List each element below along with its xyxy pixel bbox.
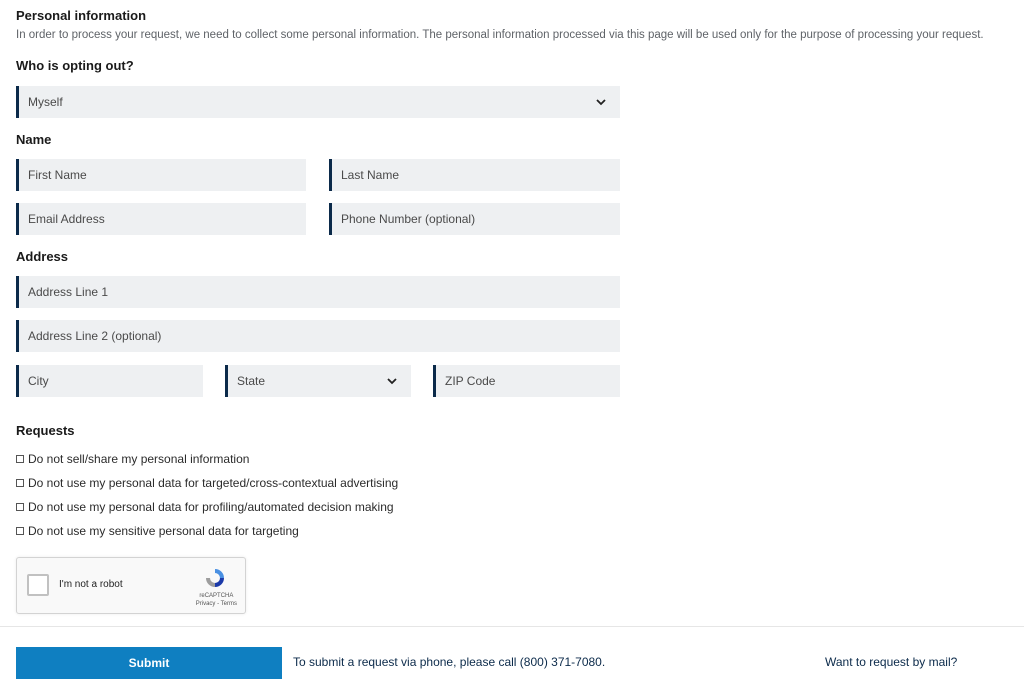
address-line2-placeholder: Address Line 2 (optional)	[28, 329, 162, 343]
city-placeholder: City	[28, 374, 49, 388]
recaptcha-branding	[196, 592, 237, 608]
request-option-sensitive-data[interactable]	[16, 524, 299, 538]
phone-request-text: To submit a request via phone, please call (800) 371-7080.	[293, 655, 606, 669]
footer-divider	[0, 626, 1024, 627]
request-option-label: Do not use my personal data for targeted/cross-contextual advertising	[28, 476, 399, 490]
zip-placeholder: ZIP Code	[445, 374, 496, 388]
address-line1-input[interactable]	[16, 276, 620, 308]
mail-request-link[interactable]: Want to request by mail?	[825, 655, 958, 669]
phone-input[interactable]	[329, 203, 620, 235]
phone-placeholder: Phone Number (optional)	[341, 212, 476, 226]
email-input[interactable]	[16, 203, 306, 235]
address-heading: Address	[16, 249, 69, 264]
checkbox[interactable]	[16, 455, 24, 463]
submit-button[interactable]: Submit	[16, 647, 282, 679]
who-opting-out-heading: Who is opting out?	[16, 58, 134, 73]
last-name-input[interactable]	[329, 159, 620, 191]
who-opting-out-select[interactable]	[16, 86, 620, 118]
request-option-label: Do not use my sensitive personal data for targeting	[28, 524, 299, 538]
state-placeholder: State	[237, 374, 266, 388]
request-option-label: Do not use my personal data for profiling/automated decision making	[28, 500, 394, 514]
recaptcha-brand: reCAPTCHA	[199, 593, 234, 599]
checkbox[interactable]	[16, 503, 24, 511]
recaptcha-checkbox[interactable]	[27, 574, 49, 596]
last-name-placeholder: Last Name	[341, 168, 400, 182]
request-option-label: Do not sell/share my personal information	[28, 452, 250, 466]
personal-info-heading: Personal information	[16, 8, 147, 23]
city-input[interactable]	[16, 365, 203, 397]
first-name-input[interactable]	[16, 159, 306, 191]
email-placeholder: Email Address	[28, 212, 105, 226]
recaptcha-links[interactable]: Privacy - Terms	[195, 601, 237, 607]
chevron-down-icon	[594, 95, 608, 109]
checkbox[interactable]	[16, 527, 24, 535]
zip-input[interactable]	[433, 365, 620, 397]
address-line2-input[interactable]	[16, 320, 620, 352]
personal-info-intro: In order to process your request, we need to collect some personal information. The personal information processed via this page will be used only for the purpose of processing your request.	[16, 29, 984, 41]
who-opting-out-value: Myself	[28, 95, 63, 109]
recaptcha-widget	[16, 557, 246, 614]
address-line1-placeholder: Address Line 1	[28, 285, 109, 299]
request-option-sell-share[interactable]	[16, 452, 249, 466]
chevron-down-icon	[385, 374, 399, 388]
first-name-placeholder: First Name	[28, 168, 87, 182]
recaptcha-label: I'm not a robot	[59, 579, 123, 590]
checkbox[interactable]	[16, 479, 24, 487]
request-option-profiling[interactable]	[16, 500, 394, 514]
requests-heading: Requests	[16, 423, 75, 438]
request-option-targeted-ads[interactable]	[16, 476, 398, 490]
recaptcha-logo-icon	[203, 566, 227, 590]
state-select[interactable]	[225, 365, 411, 397]
name-heading: Name	[16, 132, 52, 147]
